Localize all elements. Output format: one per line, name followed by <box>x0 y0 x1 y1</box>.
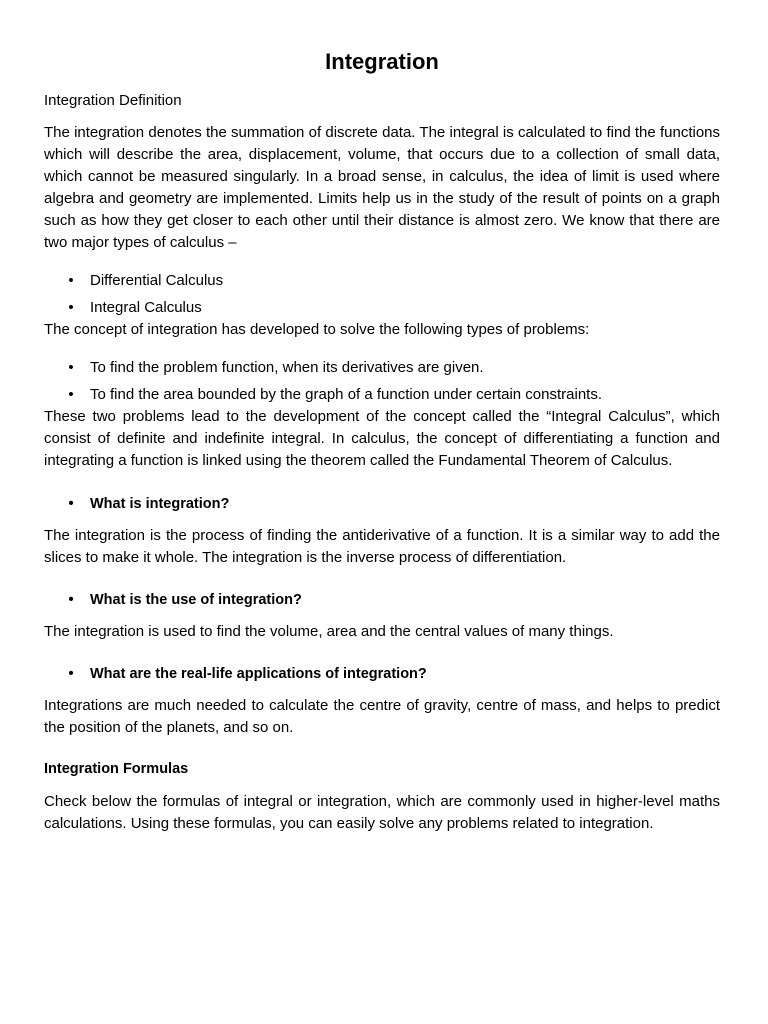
bullet-icon: • <box>68 496 74 512</box>
problems-intro: The concept of integration has developed to solve the following types of problems: <box>44 321 590 338</box>
list-item <box>44 297 720 324</box>
bullet-icon: • <box>68 359 74 376</box>
list-item <box>44 270 720 297</box>
ftc-paragraph: These two problems lead to the development of the concept called the “Integral Calculus”, which consist of definite and indefinite integral. In calculus, the concept of differentiating a function and integrating a function is linked using the theorem called the Fundamental Theorem of Calculus. <box>44 408 720 469</box>
page-title: Integration <box>325 49 439 74</box>
bullet-icon: • <box>68 386 74 403</box>
list-item <box>44 384 720 411</box>
formulas-paragraph: Check below the formulas of integral or integration, which are commonly used in higher-level maths calculations. Using these formulas, you can easily solve any problems related to integration. <box>44 793 720 832</box>
faq-question-text: What are the real-life applications of integration? <box>90 666 427 682</box>
formulas-heading: Integration Formulas <box>44 761 189 777</box>
bullet-icon: • <box>68 592 74 608</box>
faq-question-text: What is integration? <box>90 496 230 512</box>
bullet-icon: • <box>68 666 74 682</box>
list-item-text: Differential Calculus <box>90 272 224 289</box>
list-item-text: To find the problem function, when its derivatives are given. <box>90 359 484 376</box>
faq-question <box>44 493 720 515</box>
list-item <box>44 357 720 384</box>
list-item-text: To find the area bounded by the graph of a function under certain constraints. <box>90 386 603 403</box>
problems-list <box>44 357 720 411</box>
faq-answer: The integration is used to find the volume, area and the central values of many things. <box>44 623 614 640</box>
intro-paragraph: The integration denotes the summation of discrete data. The integral is calculated to find the functions which will describe the area, displacement, volume, that occurs due to a collection of small data, which cannot be measured singularly. In a broad sense, in calculus, the idea of limit is used where algebra and geometry are implemented. Limits help us in the study of the result of points on a graph such as how they get closer to each other until their distance is almost zero. We know that there are two major types of calculus – <box>44 124 720 251</box>
faq-question <box>44 589 720 611</box>
faq-answer: The integration is the process of finding the antiderivative of a function. It is a similar way to add the slices to make it whole. The integration is the inverse process of differentiation. <box>44 527 720 566</box>
list-item-text: Integral Calculus <box>90 299 202 316</box>
faq-answer: Integrations are much needed to calculate the centre of gravity, centre of mass, and helps to predict the position of the planets, and so on. <box>44 697 720 736</box>
bullet-icon: • <box>68 272 74 289</box>
faq-question <box>44 663 720 685</box>
faq-question-text: What is the use of integration? <box>90 592 302 608</box>
definition-subheading: Integration Definition <box>44 92 182 109</box>
calculus-types-list <box>44 270 720 324</box>
bullet-icon: • <box>68 299 74 316</box>
